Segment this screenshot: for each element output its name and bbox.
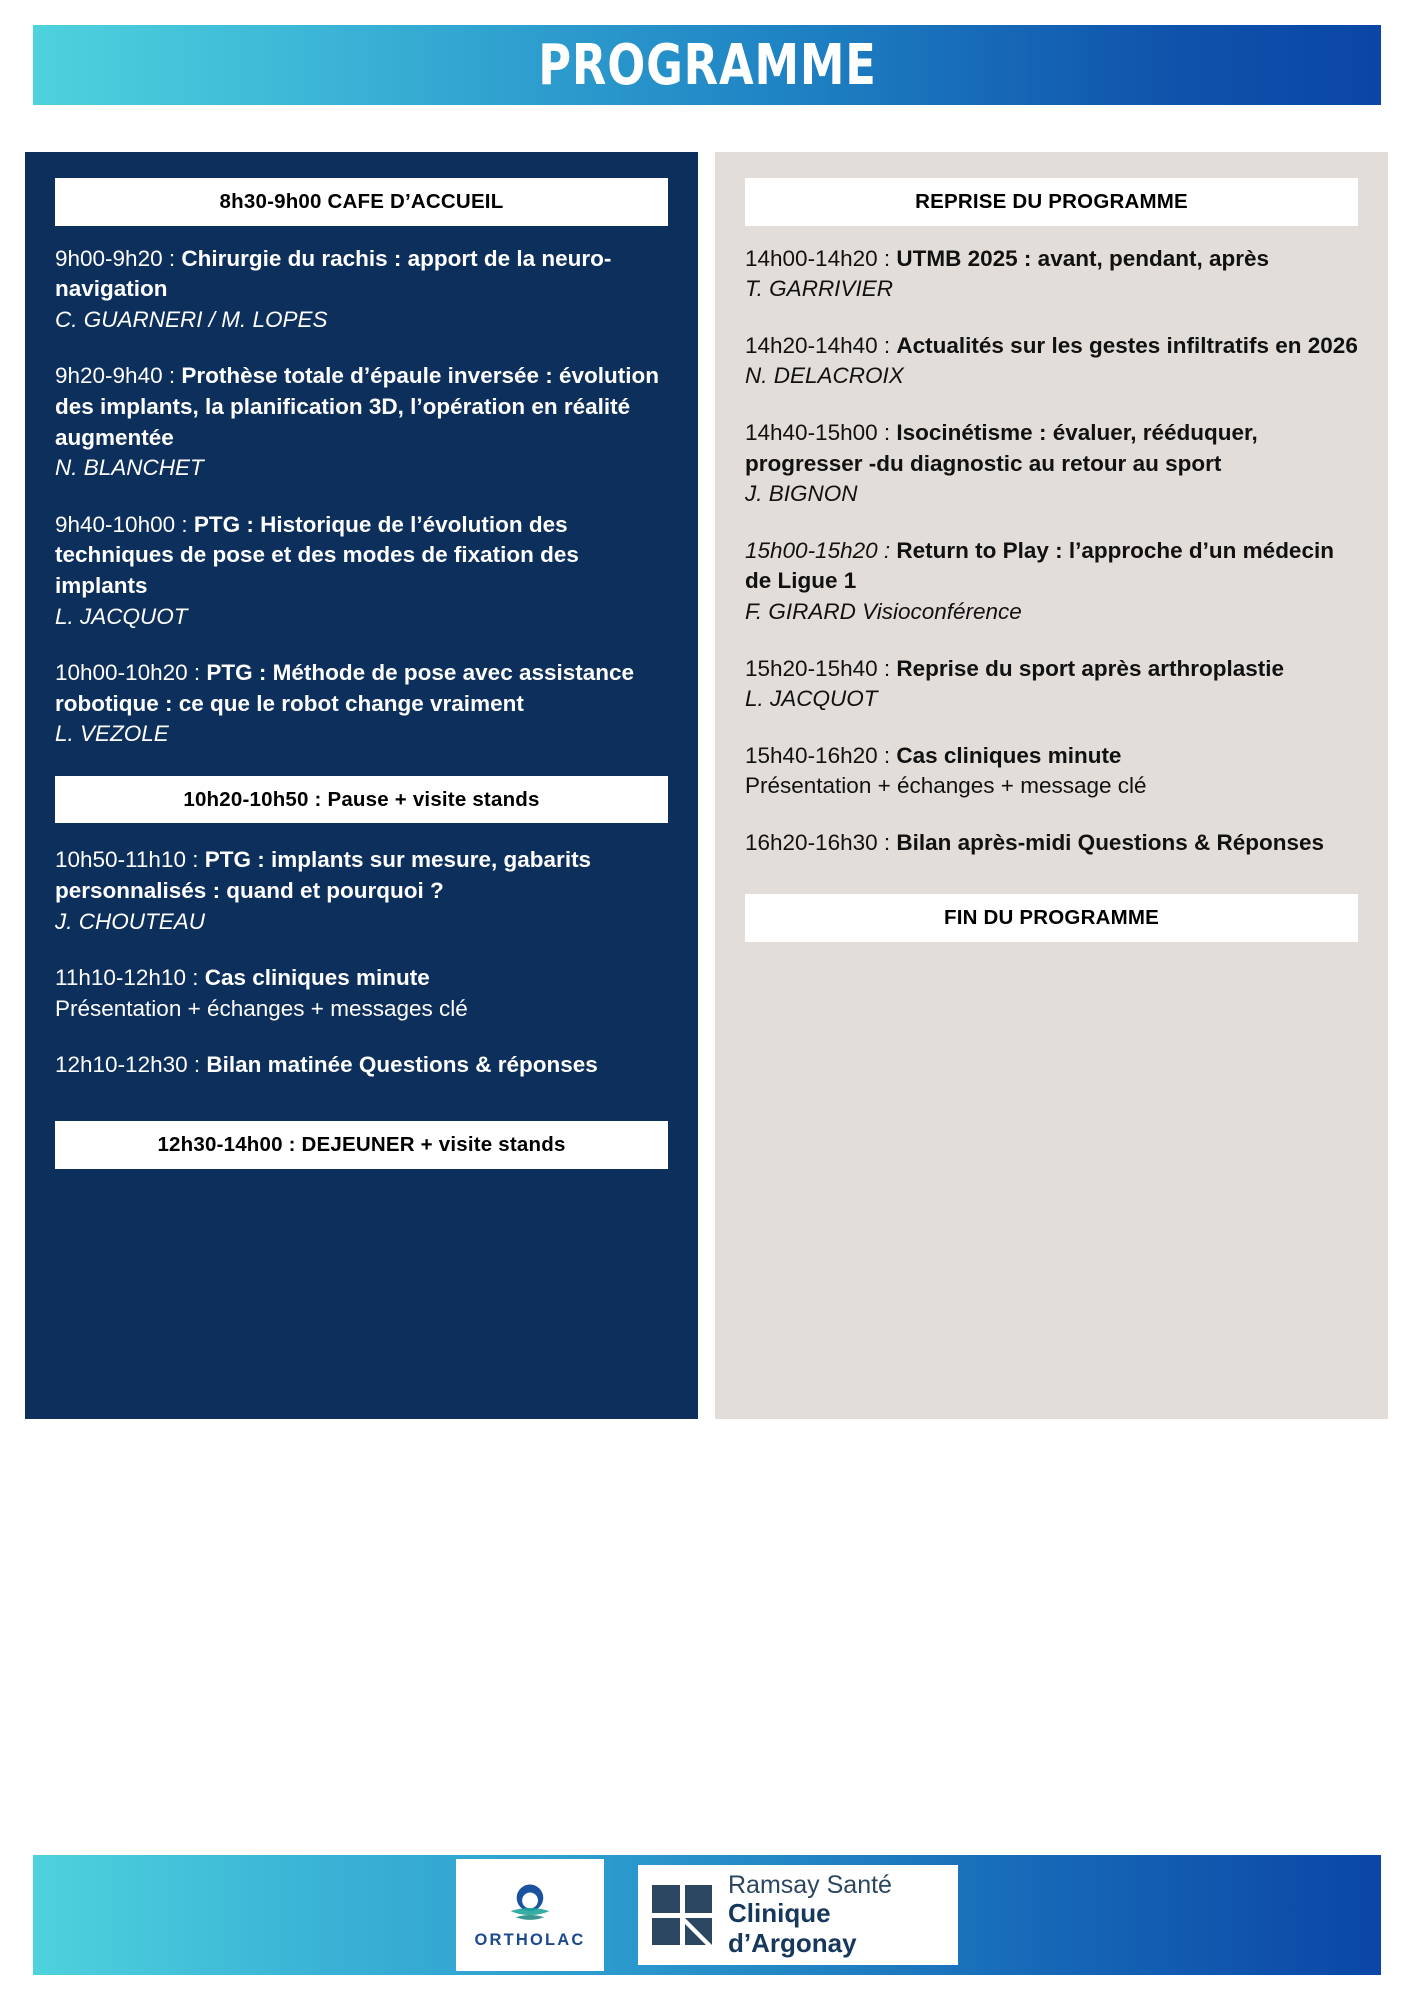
session-title: PTG : Méthode de pose avec assistance robotique : ce que le robot change vraiment	[55, 660, 635, 716]
session-speaker: J. CHOUTEAU	[55, 908, 206, 934]
clinique-name-line: Clinique d’Argonay	[728, 1898, 857, 1959]
ramsay-wordmark	[728, 1871, 944, 1960]
session-title: Cas cliniques minute	[896, 742, 1122, 768]
session-item	[745, 741, 1358, 802]
ramsay-square-br-triangle	[685, 1918, 713, 1946]
session-speaker: T. GARRIVIER	[745, 276, 893, 302]
session-time: 15h20-15h40 :	[745, 655, 897, 681]
session-time: 14h40-15h00 :	[745, 419, 897, 445]
afternoon-column	[715, 152, 1388, 1419]
session-item	[55, 510, 668, 632]
ramsay-brand-line: Ramsay Santé	[728, 1870, 892, 1899]
session-time: 14h00-14h20 :	[745, 245, 897, 271]
session-speaker: L. JACQUOT	[55, 603, 188, 629]
session-item	[55, 361, 668, 483]
session-speaker: C. GUARNERI / M. LOPES	[55, 306, 328, 332]
session-subtitle: Présentation + échanges + messages clé	[55, 995, 468, 1021]
banner-dejeuner: 12h30-14h00 : DEJEUNER + visite stands	[55, 1121, 668, 1169]
session-item	[55, 1050, 668, 1081]
session-item	[745, 244, 1358, 305]
footer-banner	[33, 1855, 1381, 1975]
session-time: 9h00-9h20 :	[55, 245, 182, 271]
ortholac-logo	[456, 1859, 604, 1971]
session-title: PTG : implants sur mesure, gabarits personnalisés : quand et pourquoi ?	[55, 847, 592, 904]
session-title: Bilan matinée Questions & réponses	[206, 1052, 598, 1078]
session-time: 15h40-16h20 :	[745, 742, 897, 768]
session-item	[55, 658, 668, 750]
banner-cafe-accueil: 8h30-9h00 CAFE D’ACCUEIL	[55, 178, 668, 226]
session-time: 10h00-10h20 :	[55, 660, 207, 686]
ortholac-mark-icon	[501, 1881, 559, 1927]
session-item	[745, 828, 1358, 859]
page-title: PROGRAMME	[537, 32, 877, 98]
session-title: Chirurgie du rachis : apport de la neuro-navigation	[55, 245, 612, 302]
morning-column	[25, 152, 698, 1419]
ramsay-squares-icon	[652, 1885, 712, 1945]
session-time: 12h10-12h30 :	[55, 1052, 207, 1078]
session-item	[745, 331, 1358, 392]
session-subtitle: Présentation + échanges + message clé	[745, 773, 1147, 799]
banner-fin-programme: FIN DU PROGRAMME	[745, 894, 1358, 942]
session-time: 16h20-16h30 :	[745, 829, 897, 855]
session-speaker: N. BLANCHET	[55, 455, 204, 481]
session-time: 15h00-15h20 :	[745, 537, 897, 563]
session-title: UTMB 2025 : avant, pendant, après	[896, 245, 1269, 271]
banner-reprise-programme: REPRISE DU PROGRAMME	[745, 178, 1358, 226]
header-banner	[33, 25, 1381, 105]
session-title: Bilan après-midi Questions & Réponses	[896, 829, 1324, 855]
session-time: 9h40-10h00 :	[55, 511, 194, 537]
ortholac-wordmark: ORTHOLAC	[474, 1930, 586, 1949]
session-item	[745, 536, 1358, 628]
ramsay-sante-logo	[638, 1865, 958, 1965]
session-time: 14h20-14h40 :	[745, 332, 897, 358]
session-item	[745, 654, 1358, 715]
session-item	[55, 244, 668, 336]
session-time: 9h20-9h40 :	[55, 363, 182, 389]
session-speaker: N. DELACROIX	[745, 363, 904, 389]
session-title: Reprise du sport après arthroplastie	[896, 655, 1284, 681]
ramsay-square-tl	[652, 1885, 680, 1913]
session-speaker: F. GIRARD Visioconférence	[745, 598, 1022, 624]
session-title: Return to Play : l’approche d’un médecin de Ligue 1	[745, 537, 1334, 594]
ramsay-square-bl	[652, 1918, 680, 1946]
session-speaker: J. BIGNON	[745, 481, 858, 507]
programme-columns	[25, 152, 1389, 1419]
session-item	[745, 418, 1358, 510]
session-speaker: L. VEZOLE	[55, 721, 169, 747]
session-item	[55, 963, 668, 1024]
session-time: 10h50-11h10 :	[55, 847, 205, 873]
session-title: PTG : Historique de l’évolution des techniques de pose et des modes de fixation des implants	[55, 511, 579, 598]
session-title: Prothèse totale d’épaule inversée : évolution des implants, la planification 3D, l’opération en réalité augmentée	[55, 363, 659, 450]
ramsay-square-tr	[685, 1885, 713, 1913]
session-title: Cas cliniques minute	[204, 965, 430, 991]
session-title: Isocinétisme : évaluer, rééduquer, progresser -du diagnostic au retour au sport	[745, 419, 1258, 476]
session-title: Actualités sur les gestes infiltratifs en 2026	[896, 332, 1358, 358]
session-item	[55, 845, 668, 937]
session-time: 11h10-12h10 :	[55, 965, 205, 991]
banner-pause-visite-stands: 10h20-10h50 : Pause + visite stands	[55, 776, 668, 824]
session-speaker: L. JACQUOT	[745, 686, 878, 712]
